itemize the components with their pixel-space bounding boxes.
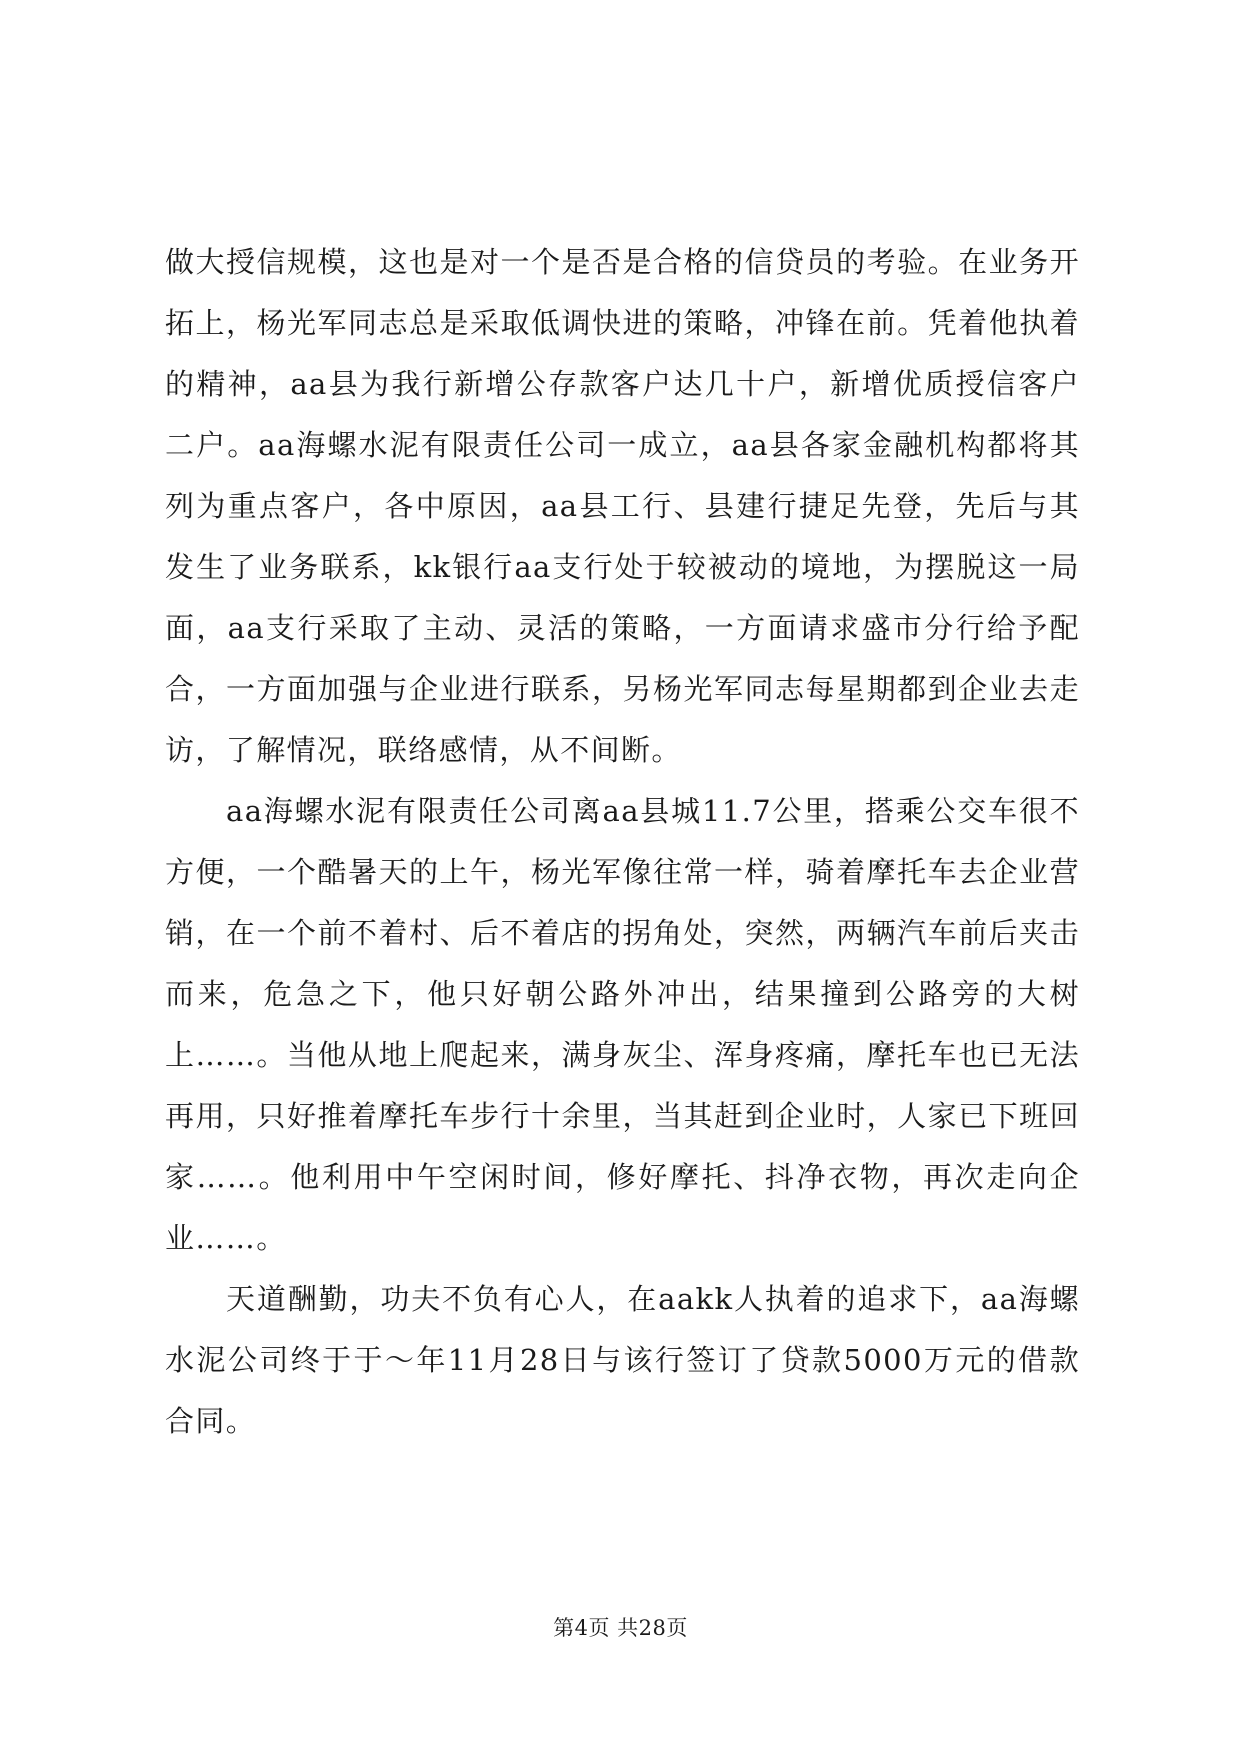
page-number-footer: 第4页 共28页 (553, 1616, 688, 1640)
paragraph-accident-story: aa海螺水泥有限责任公司离aa县城11.7公里，搭乘公交车很不方便，一个酷暑天的上午，杨光军像往常一样，骑着摩托车去企业营销，在一个前不着村、后不着店的拐角处，突然，两辆汽车前后夹击而来，危急之下，他只好朝公路外冲出，结果撞到公路旁的大树上……。当他从地上爬起来，满身灰尘、浑身疼痛，摩托车也已无法再用，只好推着摩托车步行十余里，当其赶到企业时，人家已下班回家……。他利用中午空闲时间，修好摩托、抖净衣物，再次走向企业……。 (165, 794, 1080, 1255)
paragraph-conclusion: 天道酬勤，功夫不负有心人，在aakk人执着的追求下，aa海螺水泥公司终于于～年11月28日与该行签订了贷款5000万元的借款合同。 (165, 1282, 1080, 1438)
body-text (165, 232, 1080, 1452)
paragraph-continued: 做大授信规模，这也是对一个是否是合格的信贷员的考验。在业务开拓上，杨光军同志总是采取低调快进的策略，冲锋在前。凭着他执着的精神，aa县为我行新增公存款客户达几十户，新增优质授信客户二户。aa海螺水泥有限责任公司一成立，aa县各家金融机构都将其列为重点客户，各中原因，aa县工行、县建行捷足先登，先后与其发生了业务联系，kk银行aa支行处于较被动的境地，为摆脱这一局面，aa支行采取了主动、灵活的策略，一方面请求盛市分行给予配合，一方面加强与企业进行联系，另杨光军同志每星期都到企业去走访，了解情况，联络感情，从不间断。 (165, 245, 1080, 767)
